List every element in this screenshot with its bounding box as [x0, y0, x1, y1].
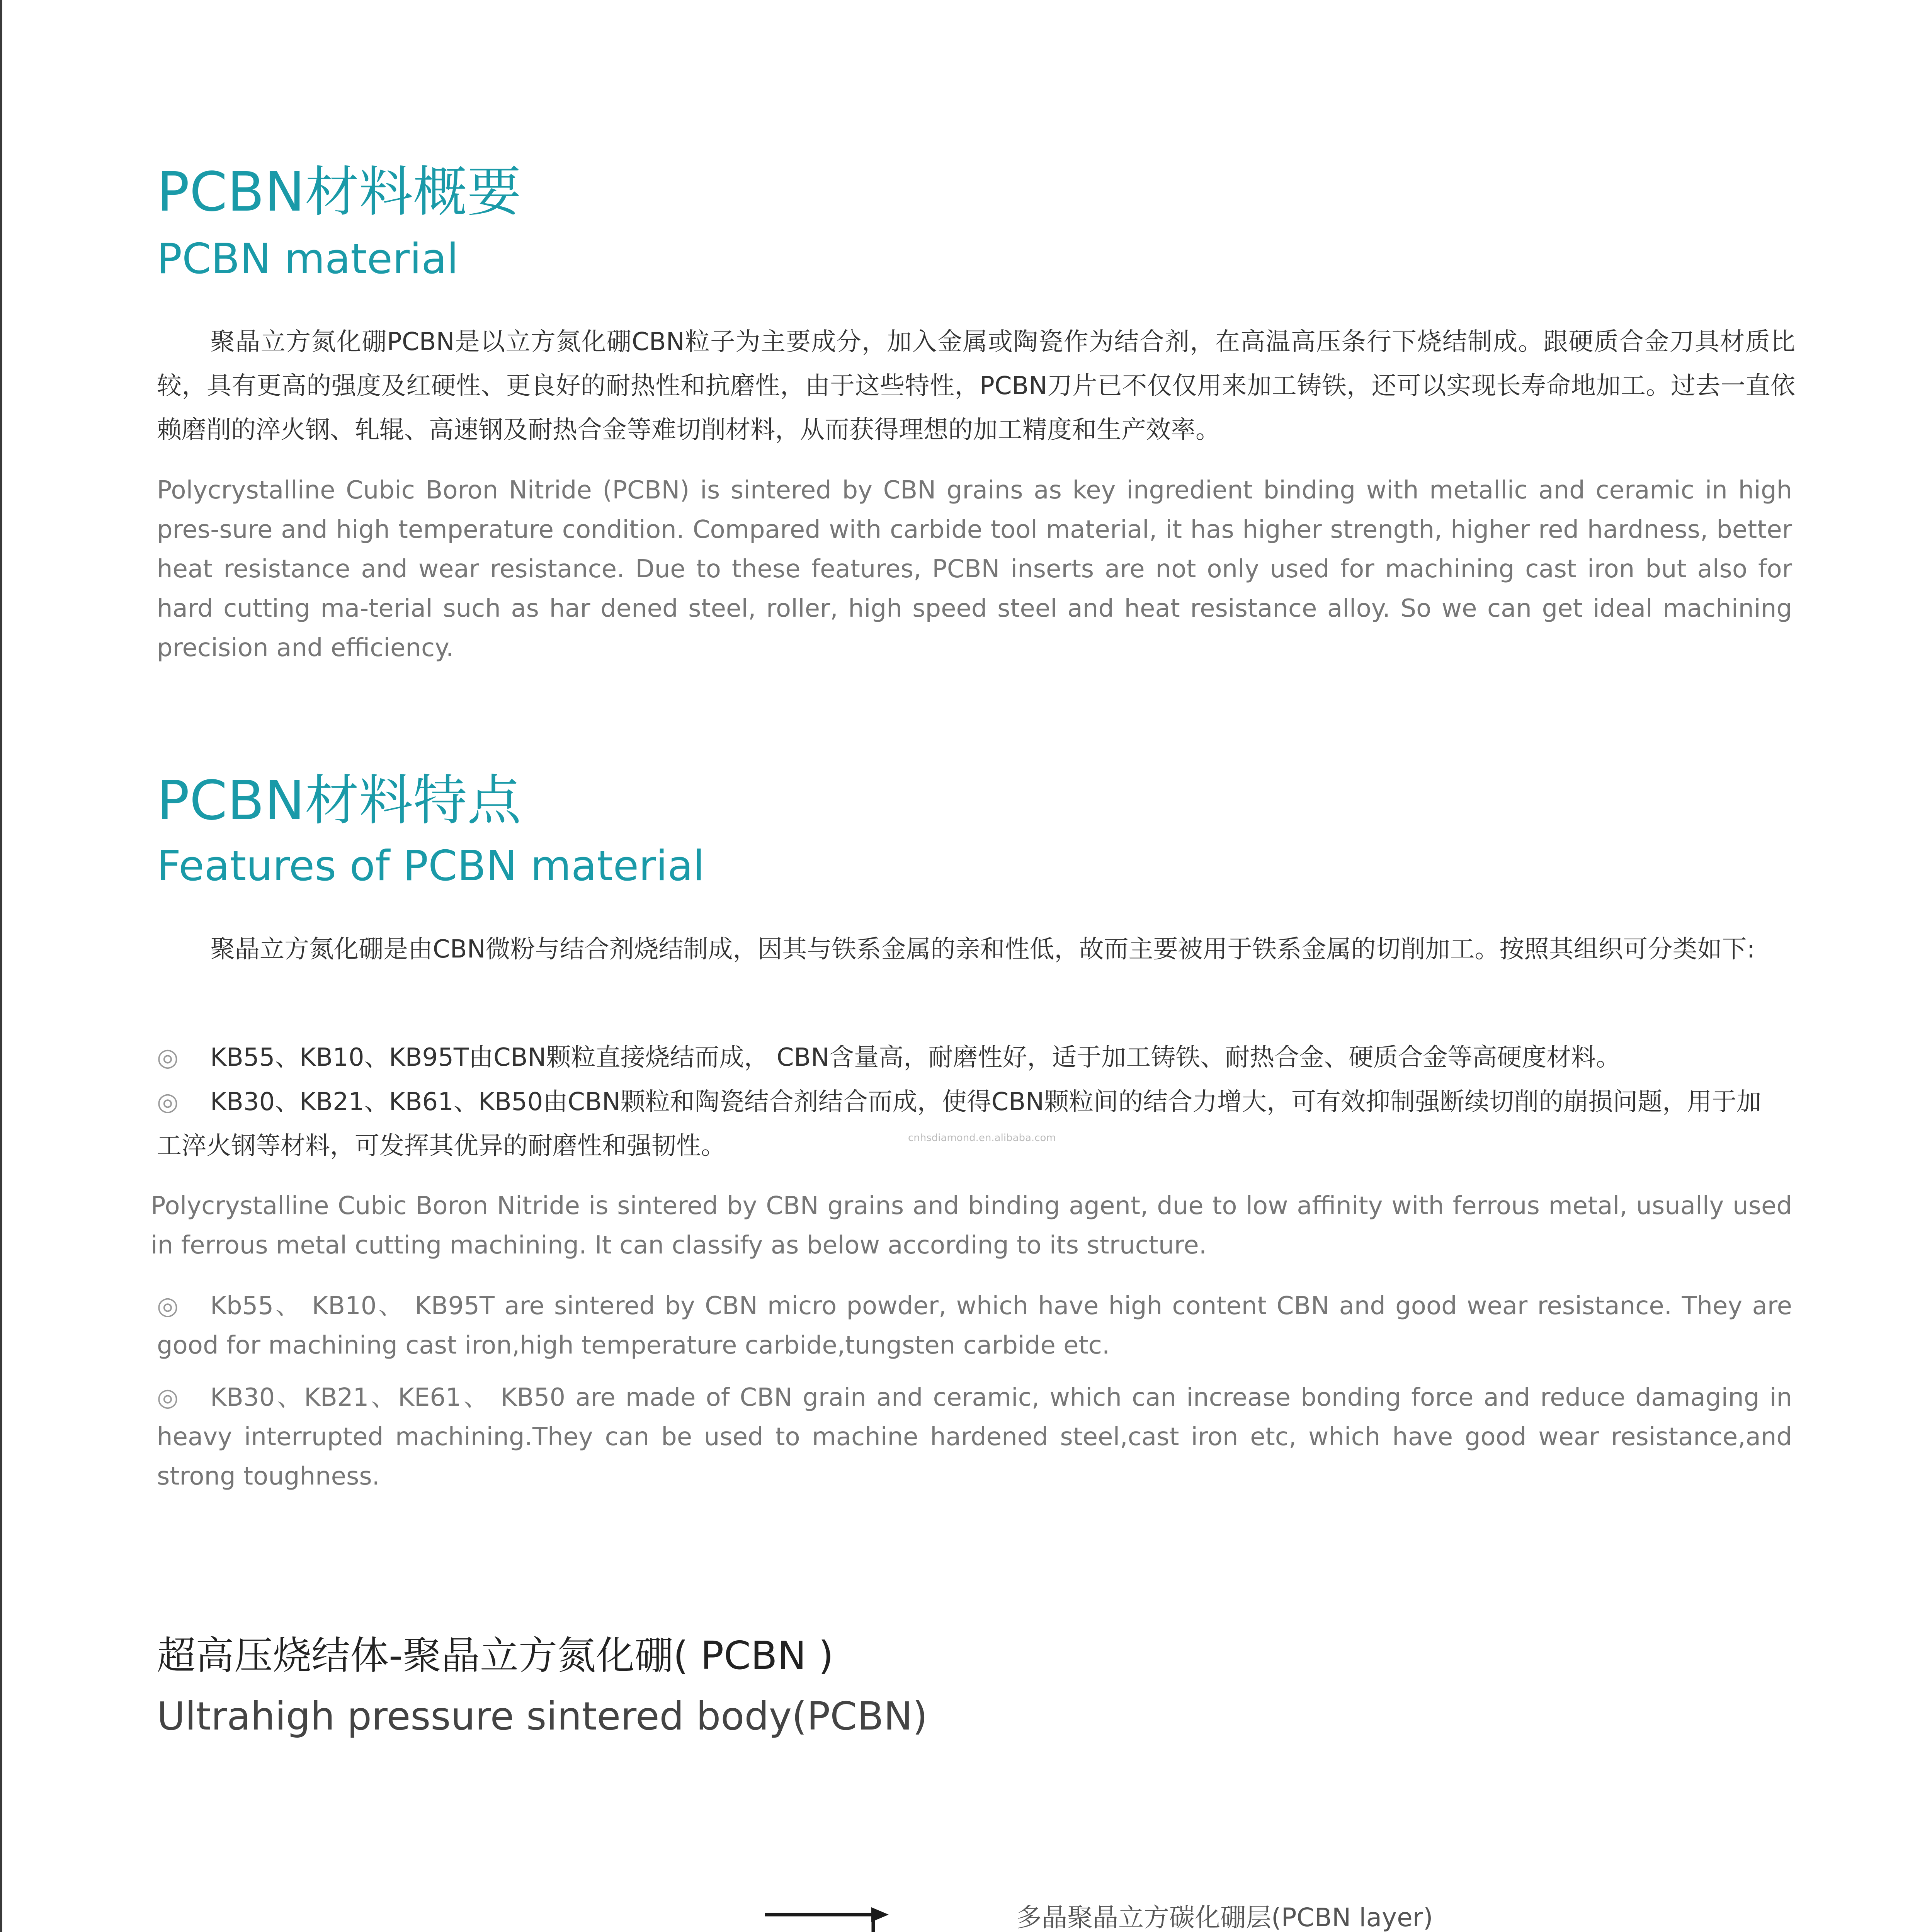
bullet-en-2-text: KB30、KB21、KE61、 KB50 are made of CBN grain and ceramic, which can increase bonding force and reduce damaging in heavy interrupted machining.They can be used to machine hardened steel,cast iron etc, which have good wear resistance,and strong toughness. — [157, 1383, 1792, 1491]
bullet-mark-icon: ◎ — [157, 1043, 179, 1072]
pcbn-layer-pointer — [761, 1915, 873, 1932]
section1-title-en: PCBN material — [157, 235, 459, 283]
watermark-text: cnhsdiamond.en.alibaba.com — [908, 1132, 1056, 1144]
bullet-cn-2-text: KB30、KB21、KB61、KB50由CBN颗粒和陶瓷结合剂结合而成，使得CBN颗粒间的结合力增大，可有效抑制强断续切削的崩损问题，用于加工淬火钢等材料，可发挥其优异的耐磨性和强韧性。 — [157, 1088, 1762, 1160]
section1-paragraph-cn: 聚晶立方氮化硼PCBN是以立方氮化硼CBN粒子为主要成分，加入金属或陶瓷作为结合剂，在高温高压条行下烧结制成。跟硬质合金刀具材质比较，具有更高的强度及红硬性、更良好的耐热性和抗磨性，由于这些特性，PCBN刀片已不仅仅用来加工铸铁，还可以实现长寿命地加工。过去一直依赖磨削的淬火钢、轧辊、高速钢及耐热合金等难切削材料，从而获得理想的加工精度和生产效率。 — [157, 328, 1795, 444]
page-frame-left — [0, 0, 2, 1932]
section2-intro-cn: 聚晶立方氮化硼是由CBN微粉与结合剂烧结制成，因其与铁系金属的亲和性低，故而主要被用于铁系金属的切削加工。按照其组织可分类如下: — [210, 935, 1755, 964]
bullet-en-1-text: Kb55、 KB10、 KB95T are sintered by CBN micro powder, which have high content CBN and good wear resistance. They are good for machining cast iron,high temperature carbide,tungsten carbide etc. — [157, 1292, 1792, 1360]
section2-intro-en: Polycrystalline Cubic Boron Nitride is sintered by CBN grains and binding agent, due to low affinity with ferrous metal, usually used in ferrous metal cutting machining. It can classify as below according to its structure. — [151, 1192, 1792, 1260]
section2-title-en: Features of PCBN material — [157, 842, 705, 890]
bullet-mark-icon: ◎ — [157, 1088, 179, 1116]
bullet-en-2 — [157, 1378, 1792, 1496]
bullet-mark-icon: ◎ — [157, 1383, 179, 1412]
pcbn-layer-label: 多晶聚晶立方碳化硼层(PCBN layer) — [1016, 1903, 1433, 1932]
arrow-right-icon — [871, 1907, 889, 1922]
section1-paragraph-en: Polycrystalline Cubic Boron Nitride (PCBN) is sintered by CBN grains as key ingredient binding with metallic and ceramic in high pres-sure and high temperature condition. Compared with carbide tool material, it has higher strength, higher red hardness, better heat resistance and wear resistance. Due to these features, PCBN inserts are not only used for machining cast iron but also for hard cutting ma-terial such as har dened steel, roller, high speed steel and heat resistance alloy. So we can get ideal machining precision and efficiency. — [157, 476, 1792, 662]
bullet-cn-1-text: KB55、KB10、KB95T由CBN颗粒直接烧结而成， CBN含量高，耐磨性好，适于加工铸铁、耐热合金、硬质合金等高硬度材料。 — [210, 1043, 1621, 1072]
section3-title-en: Ultrahigh pressure sintered body(PCBN) — [157, 1694, 928, 1739]
section1-title-cn: PCBN材料概要 — [157, 161, 521, 224]
bullet-cn-2 — [157, 1080, 1772, 1168]
bullet-mark-icon: ◎ — [157, 1292, 179, 1320]
section2-title-cn: PCBN材料特点 — [157, 769, 521, 832]
section3-title-cn: 超高压烧结体-聚晶立方氮化硼( PCBN ) — [157, 1633, 834, 1678]
bullet-en-1 — [157, 1286, 1792, 1365]
bullet-cn-1 — [157, 1036, 1772, 1080]
pcbn-disc-diagram — [502, 1878, 1082, 1932]
